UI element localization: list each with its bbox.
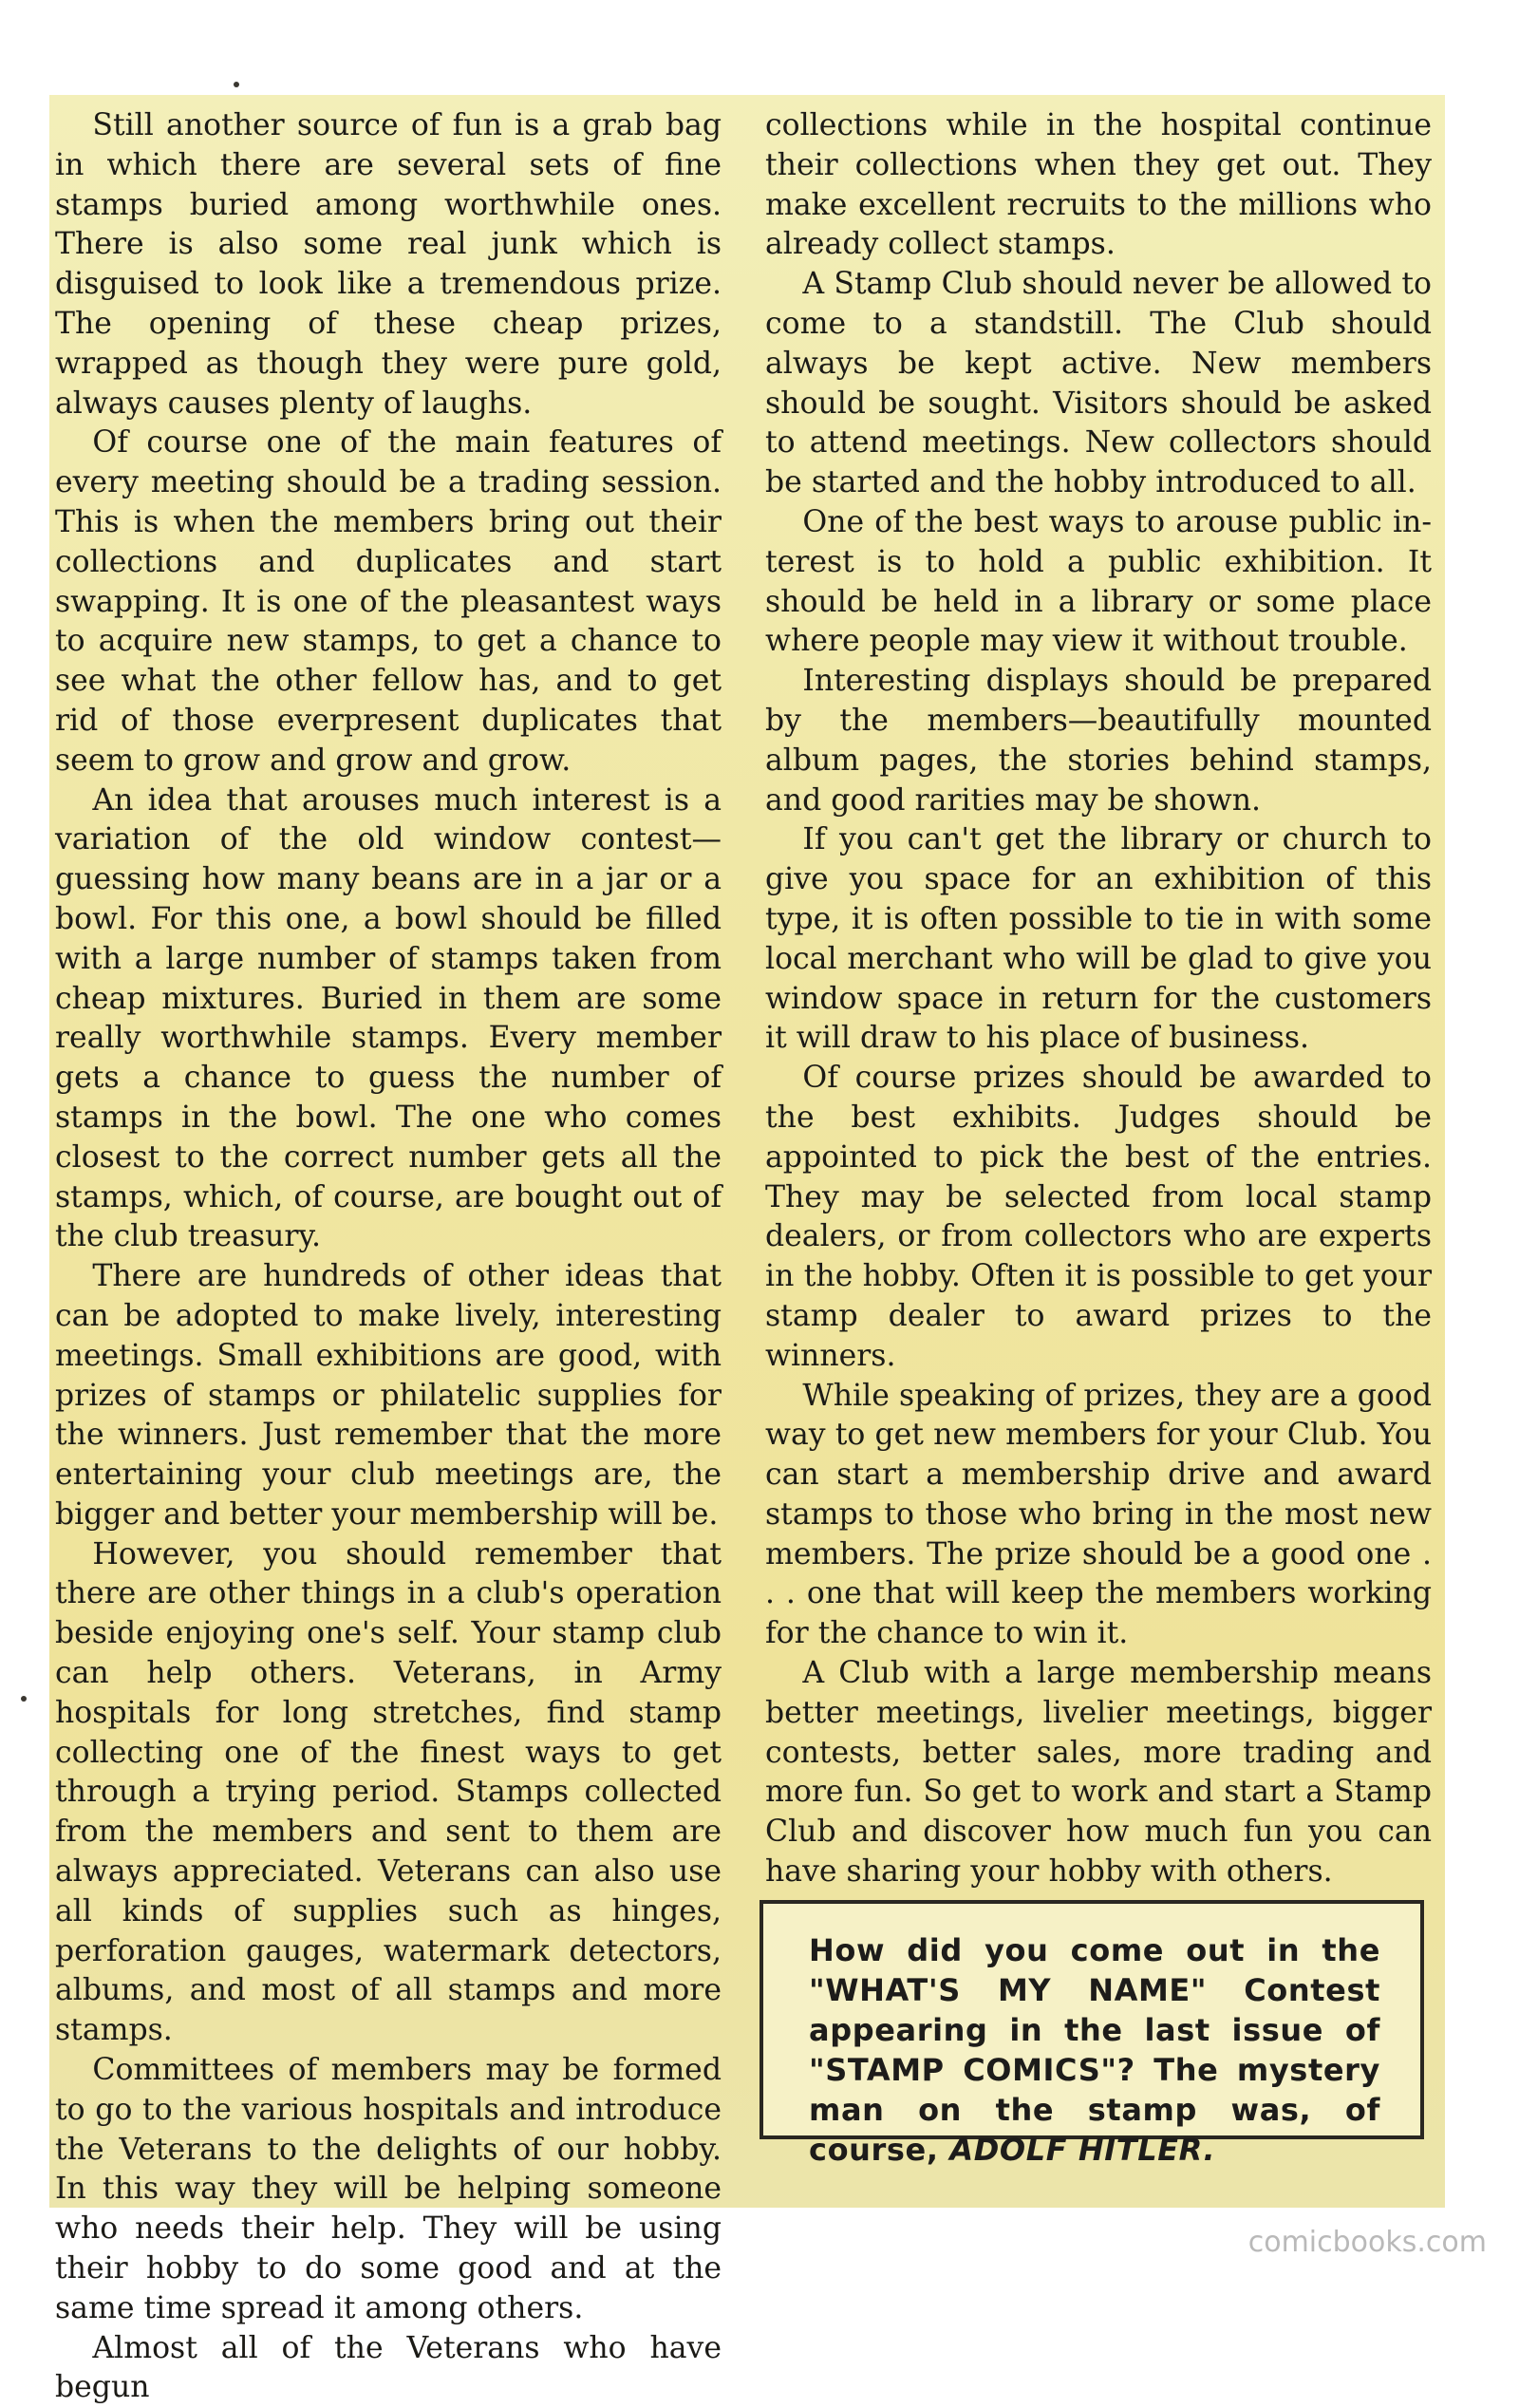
- paragraph: Of course one of the main features of every meeting should be a trading session. This is when the members bring out their collections and duplicates and start swapping. It is one of the pleasantest ways to acquire new stamps, to get a chance to see what the other fellow has, and to get rid of those everpresent duplicates that seem to grow and grow and grow.: [55, 425, 722, 778]
- ink-speck: [21, 1696, 27, 1702]
- ink-speck: [234, 82, 239, 87]
- paragraph: Of course prizes should be awarded to the best exhibits. Judges should be appointed to pick the best of the entries. They may be selected from local stamp dealers, or from collectors who are experts in the hobby. Often it is possible to get your stamp dealer to award prizes to the winners.: [765, 1061, 1432, 1373]
- paragraph: Interesting displays should be prepared by the members—beautifully mounted album pages, the stories behind stamps, and good rarities may be shown.: [765, 664, 1432, 818]
- paragraph: Almost all of the Veterans who have begun: [55, 2330, 722, 2405]
- paragraph: There are hundreds of other ideas that can be adopted to make lively, interesting meetings. Small exhibitions are good, with prizes of stamps or philatelic supplies for the winners. Just remember that the more entertaining your club meetings are, the bigger and better your membership will be.: [55, 1259, 722, 1532]
- paragraph: However, you should remember that there are other things in a club's operation beside enjoying one's self. Your stamp club can help others. Veterans, in Army hospitals for long stretches, find stamp collecting one of the finest ways to get through a trying period. Stamps collected from the members and sent to them are always appreciated. Veterans can also use all kinds of supplies such as hinges, perforation gauges, watermark detectors, albums, and most of all stamps and more stamps.: [55, 1536, 722, 2048]
- paragraph: A Club with a large membership means better meetings, livelier meetings, bigger contests, better sales, more trading and more fun. So get to work and start a Stamp Club and discover how much fun you can have sharing your hobby with others.: [765, 1656, 1432, 1890]
- paragraph: One of the best ways to arouse public interest is to hold a public exhibition. It should be held in a library or some place where people may view it without trouble.: [765, 504, 1432, 659]
- contest-answer: ADOLF HITLER.: [949, 2132, 1216, 2168]
- contest-text: How did you come out in the "WHAT'S MY NAME" Contest appearing in the last issue of "STAMP COMICS"? The mystery man on the stamp was, of course,: [809, 1932, 1380, 2168]
- paragraph: While speaking of prizes, they are a good way to get new members for your Club. You can start a membership drive and award stamps to those who bring in the most new members. The prize should be a good one . . . one that will keep the members working for the chance to win it.: [765, 1378, 1432, 1651]
- contest-box: [760, 1900, 1424, 2168]
- left-column: [55, 106, 722, 2408]
- paragraph: A Stamp Club should never be allowed to come to a standstill. The Club should always be kept active. New members should be sought. Visitors should be asked to attend meetings. New collectors should be started and the hobby introduced to all.: [765, 267, 1432, 500]
- paragraph: Still another source of fun is a grab bag in which there are several sets of fine stamps buried among worthwhile ones. There is also some real junk which is disguised to look like a tremendous prize. The opening of these cheap prizes, wrapped as though they were pure gold, always causes plenty of laughs.: [55, 108, 722, 421]
- paragraph: collections while in the hospital continue their collections when they get out. They make excellent recruits to the millions who already collect stamps.: [765, 108, 1432, 262]
- watermark: comicbooks.com: [1247, 2226, 1487, 2259]
- paragraph: If you can't get the library or church to give you space for an exhibition of this type, it is often possible to tie in with some local merchant who will be glad to give you window space in return for the customers it will draw to his place of business.: [765, 822, 1432, 1056]
- paragraph: Committees of members may be formed to go to the various hospitals and introduce the Veterans to the delights of our hobby. In this way they will be helping someone who needs their help. They will be using their hobby to do some good and at the same time spread it among others.: [55, 2053, 722, 2325]
- paragraph: An idea that arouses much interest is a variation of the old window contest—guessing how many beans are in a jar or a bowl. For this one, a bowl should be filled with a large number of stamps taken from cheap mixtures. Buried in them are some really worthwhile stamps. Every member gets a chance to guess the number of stamps in the bowl. The one who comes closest to the correct number gets all the stamps, which, of course, are bought out of the club treasury.: [55, 782, 722, 1254]
- right-column: [765, 106, 1432, 1892]
